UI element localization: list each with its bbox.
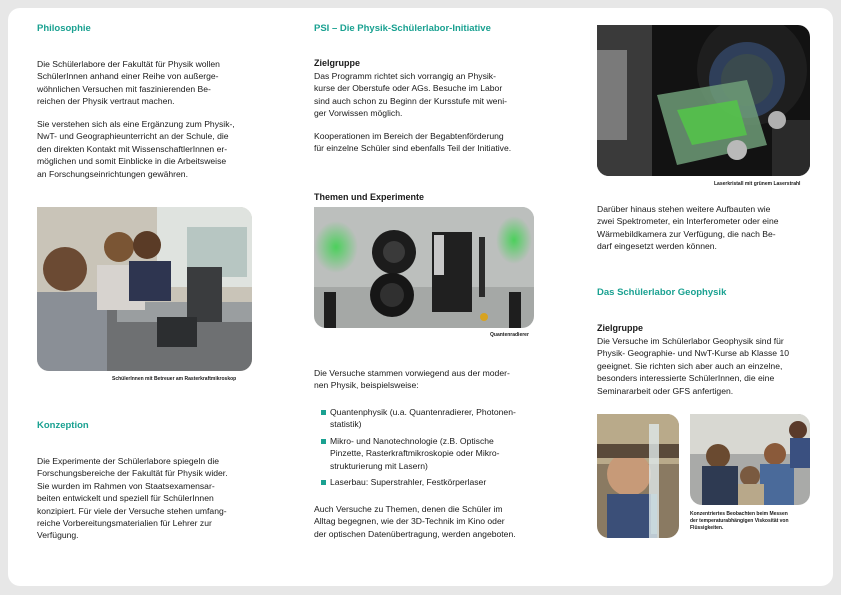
text-line: wöhnlichen Versuchen mit faszinierenden Be- — [37, 83, 211, 94]
konzeption-paragraph — [37, 455, 277, 542]
text-line: kurse der Oberstufe oder AGs. Besuche im Labor — [314, 83, 503, 94]
subheading-zielgruppe: Zielgruppe — [314, 58, 361, 68]
heading-geophysik: Das Schülerlabor Geophysik — [597, 287, 727, 298]
text-line: beiten entwickelt und speziell für SchülerInnen — [37, 493, 214, 504]
students-afm-photo-art — [37, 207, 252, 371]
text-line: der temperaturabhängigen Viskosität von — [690, 518, 789, 524]
text-line: Kooperationen im Bereich der Begabtenförderung — [314, 131, 504, 141]
laserkristall-photo — [597, 25, 810, 176]
viscosity-group-photo — [690, 414, 810, 505]
text-line: Sie wurden im Rahmen von Staatsexamensar- — [37, 480, 215, 491]
text-line: Laserbau: Superstrahler, Festkörperlaser — [330, 477, 487, 488]
text-line: Die Versuche im Schülerlabor Geophysik sind für — [597, 336, 784, 346]
viscosity-student-photo — [597, 414, 679, 538]
text-line: zwei Spektrometer, ein Interferometer oder eine — [597, 216, 779, 227]
text-line: NwT- und Geographieunterricht an der Schule, die — [37, 131, 229, 142]
heading-psi: PSI – Die Physik-Schülerlabor-Initiative — [314, 23, 491, 34]
bullet-item-nanotechnologie — [314, 435, 554, 472]
text-line: den direkten Kontakt mit WissenschaftlerInnen er- — [37, 143, 228, 154]
text-line: darf eingesetzt werden können. — [597, 241, 717, 252]
text-line: Die Schülerlabore der Fakultät für Physik wollen — [37, 59, 220, 69]
text-line: Wärmebildkamera zur Verfügung, die nach Be- — [597, 228, 776, 239]
quantenradierer-caption: Quantenradierer — [490, 332, 529, 338]
text-line: konzipiert. Für viele der Versuche stehen umfang- — [37, 505, 227, 516]
text-line: Das Programm richtet sich vorrangig an Physik- — [314, 71, 496, 81]
text-line: Quantenphysik (u.a. Quantenradierer, Photonen- — [330, 407, 516, 417]
text-line: Konzentriertes Beobachten beim Messen — [690, 511, 788, 517]
text-line: möglichen und somit Einblicke in die Arbeitsweise — [37, 156, 227, 167]
quantenradierer-photo-art — [314, 207, 534, 328]
text-line: Seminararbeit oder GFS anfertigen. — [597, 385, 734, 396]
students-afm-caption: SchülerInnen mit Betreuer am Rasterkraftmikroskop — [112, 376, 237, 382]
topics-bullet-list — [314, 406, 554, 492]
students-afm-photo — [37, 207, 252, 371]
bullet-square-icon — [321, 480, 326, 485]
kooperationen-paragraph — [314, 130, 554, 155]
text-line: reichen der Physik vertraut machen. — [37, 96, 175, 107]
text-line: ger Vorwissen möglich. — [314, 108, 403, 119]
bullet-item-laserbau — [314, 476, 554, 488]
bullet-square-icon — [321, 410, 326, 415]
heading-philosophie: Philosophie — [37, 23, 91, 34]
text-line: Darüber hinaus stehen weitere Aufbauten wie — [597, 204, 771, 214]
text-line: SchülerInnen anhand einer Reihe von außerge- — [37, 71, 219, 82]
versuche-paragraph — [314, 367, 554, 392]
laserkristall-photo-art — [597, 25, 810, 176]
viscosity-student-photo-art — [597, 414, 679, 538]
text-line: reiche Vorbereitungsmaterialien für Lehrer zur — [37, 518, 212, 529]
text-line: strukturierung mit Lasern) — [330, 460, 428, 471]
text-line: statistik) — [330, 419, 362, 430]
aufbauten-paragraph — [597, 203, 817, 253]
text-line: Auch Versuche zu Themen, denen die Schüler im — [314, 504, 503, 514]
text-line: Verfügung. — [37, 530, 79, 541]
text-line: der optischen Datenübertragung, werden angeboten. — [314, 528, 516, 539]
philosophie-paragraph-2 — [37, 118, 277, 180]
text-line: Mikro- und Nanotechnologie (z.B. Optische — [330, 435, 494, 446]
zielgruppe-paragraph — [314, 70, 554, 120]
text-line: nen Physik, beispielsweise: — [314, 380, 419, 391]
heading-konzeption: Konzeption — [37, 420, 89, 431]
text-line: für einzelne Schüler sind ebenfalls Teil der Initiative. — [314, 143, 512, 154]
geophysik-paragraph — [597, 335, 817, 397]
subheading-themen: Themen und Experimente — [314, 192, 425, 202]
bullet-item-quantenphysik — [314, 406, 554, 431]
subheading-zielgruppe-geophysik: Zielgruppe — [597, 323, 644, 333]
bullet-square-icon — [321, 439, 326, 444]
text-line: Die Versuche stammen vorwiegend aus der moder- — [314, 368, 510, 378]
text-line: Flüssigkeiten. — [690, 525, 724, 531]
quantenradierer-photo — [314, 207, 534, 328]
text-line: Alltag begegnen, wie der 3D-Technik im Kino oder — [314, 516, 505, 527]
text-line: Sie verstehen sich als eine Ergänzung zum Physik-, — [37, 119, 235, 129]
text-line: Forschungsbereiche der Fakultät für Physik wider. — [37, 468, 228, 479]
text-line: sind auch schon zu Beginn der Kursstufe mit weni- — [314, 95, 507, 106]
text-line: besonders interessierte SchülerInnen, die eine — [597, 373, 775, 384]
alltag-paragraph — [314, 503, 554, 540]
text-line: Pinzette, Rasterkraftmikroskopie oder Mikro- — [330, 448, 500, 459]
philosophie-paragraph-1 — [37, 58, 277, 108]
laserkristall-caption: Laserkristall mit grünem Laserstrahl — [714, 181, 801, 187]
text-line: Physik- Geographie- und NwT-Kurse ab Klasse 10 — [597, 348, 790, 359]
viscosity-group-photo-art — [690, 414, 810, 505]
text-line: geeignet. Sie richten sich aber auch an einzelne, — [597, 360, 783, 371]
text-line: Die Experimente der Schülerlabore spiegeln die — [37, 456, 220, 466]
text-line: an Forschungseinrichtungen gewähren. — [37, 168, 188, 179]
viscosity-caption — [690, 511, 815, 532]
